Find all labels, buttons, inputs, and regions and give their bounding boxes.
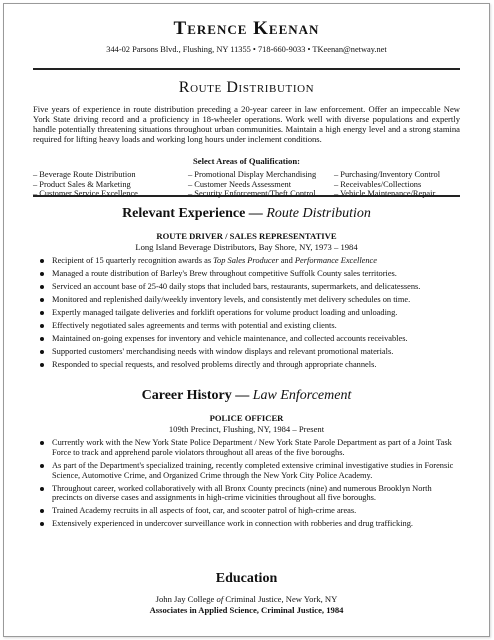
bullet-icon (40, 298, 44, 302)
list-item (40, 506, 460, 516)
bullet-text: Recipient of 15 quarterly recognition awards as Top Sales Producer and Performance Excellence (52, 256, 377, 265)
bullet-text: Maintained on-going expenses for inventory and vehicle maintenance, and collected accounts receivables. (52, 333, 408, 343)
list-item (40, 519, 460, 529)
qualification-item: – Customer Needs Assessment (188, 179, 292, 189)
list-item (40, 334, 460, 344)
bullet-icon (40, 441, 44, 445)
bullet-icon (40, 272, 44, 276)
bullet-icon (40, 487, 44, 491)
bullet-icon (40, 324, 44, 328)
contact-line: 344-02 Parsons Blvd., Flushing, NY 11355 • 718-660-9033 • TKeenan@netway.net (106, 45, 387, 54)
list-item (40, 269, 460, 279)
bullet-text: Effectively negotiated sales agreements and terms with potential and existing clients. (52, 320, 337, 330)
bullet-text: Throughout career, worked collaboratively with all Bronx County precincts (nine) and numerous Brooklyn North precincts on diverse cases and assignments in high-crime vicinities throughout all five boroughs. (52, 483, 432, 503)
bullet-text: Responded to special requests, and resolved problems directly and through appropriate channels. (52, 359, 377, 369)
bullet-icon (40, 350, 44, 354)
experience-heading-bold: Relevant Experience — (122, 206, 263, 221)
top-rule (33, 68, 460, 70)
bullet-icon (40, 285, 44, 289)
career-heading-bold: Career History — (141, 388, 250, 403)
bullet-text: Monitored and replenished daily/weekly inventory levels, and consistently met delivery schedules on time. (52, 294, 411, 304)
resume-page (3, 3, 490, 637)
education-degree: Associates in Applied Science, Criminal Justice, 1984 (149, 605, 344, 615)
qualification-item: – Purchasing/Inventory Control (334, 170, 441, 179)
list-item (40, 438, 460, 458)
bullet-text: As part of the Department's specialized training, recently completed extensive criminal investigative studies in Forensic Science, Automotive Crime, and Organized Crime through the New York City Police Academy. (52, 460, 454, 480)
bullet-text: Serviced an account base of 25-40 daily stops that included bars, restaurants, supermarkets, and delicatessens. (52, 281, 421, 291)
bullet-text: Supported customers' merchandising needs with window displays and relevant promotional materials. (52, 346, 394, 356)
list-item (40, 321, 460, 331)
bullet-icon (40, 464, 44, 468)
list-item (40, 360, 460, 370)
objective-title: Route Distribution (178, 79, 315, 96)
qualification-item: – Product Sales & Marketing (33, 179, 131, 189)
experience-heading (4, 206, 489, 222)
bullet-icon (40, 259, 44, 263)
career-heading (4, 388, 489, 404)
school-location: Criminal Justice, New York, NY (225, 594, 338, 604)
qualification-item: – Receivables/Collections (334, 179, 422, 189)
qualification-item: – Promotional Display Merchandising (188, 170, 317, 179)
list-item (40, 308, 460, 318)
experience-job-title: ROUTE DRIVER / SALES REPRESENTATIVE (156, 231, 337, 241)
experience-heading-italic: Route Distribution (266, 206, 371, 221)
qualification-item: – Security Enforcement/Theft Control (188, 189, 316, 199)
bullet-text: Managed a route distribution of Barley's Brew throughout competitive Suffolk County sales territories. (52, 268, 397, 278)
education-heading: Education (215, 571, 278, 586)
bullet-icon (40, 522, 44, 526)
qualification-item: – Customer Service Excellence (33, 189, 138, 199)
bullet-icon (40, 337, 44, 341)
bullet-text: Expertly managed tailgate deliveries and forklift operations for volume product loading and unloading. (52, 307, 398, 317)
school-name: John Jay College (155, 594, 215, 604)
career-bullet-list (40, 438, 460, 532)
list-item (40, 256, 460, 266)
qualifications-heading: Select Areas of Qualification: (192, 156, 300, 166)
qualification-item: – Beverage Route Distribution (33, 170, 136, 179)
career-job-location: 109th Precinct, Flushing, NY, 1984 – Present (168, 424, 325, 434)
experience-bullet-list (40, 256, 460, 373)
list-item (40, 461, 460, 481)
bullet-text: Extensively experienced in undercover surveillance work in connection with robberies and drug trafficking. (52, 519, 414, 529)
experience-job-employer: Long Island Beverage Distributors, Bay Shore, NY, 1973 – 1984 (135, 242, 358, 252)
education-school (4, 594, 489, 604)
list-item (40, 295, 460, 305)
list-item (40, 484, 460, 504)
summary-paragraph: Five years of experience in route distribution preceding a 20-year career in law enforcement. Offer an impeccable New York State driving record and a proficiency in 18-wheeler operations. Work well with diverse populations and expertly handle potentially threatening situations throughout urban communities. Maintain a high energy level and a strong stamina required for lifting heavy loads and working long hours under inclement conditions. (33, 104, 460, 144)
bullet-icon (40, 509, 44, 513)
bullet-icon (40, 311, 44, 315)
bullet-text: Trained Academy recruits in all aspects of foot, car, and scooter patrol of high-crime areas. (52, 506, 357, 516)
bullet-icon (40, 363, 44, 367)
section-rule (33, 195, 460, 197)
school-of: of (216, 594, 224, 604)
career-job-title: POLICE OFFICER (209, 413, 284, 423)
qualification-item: – Vehicle Maintenance/Repair (334, 189, 436, 199)
bullet-text: Currently work with the New York State Police Department / New York State Parole Department as part of a Joint Task Force to track and apprehend parole violators throughout all areas of the five boroughs. (52, 438, 452, 457)
list-item (40, 347, 460, 357)
list-item (40, 282, 460, 292)
candidate-name: Terence Keenan (173, 18, 320, 39)
career-heading-italic: Law Enforcement (252, 388, 352, 403)
